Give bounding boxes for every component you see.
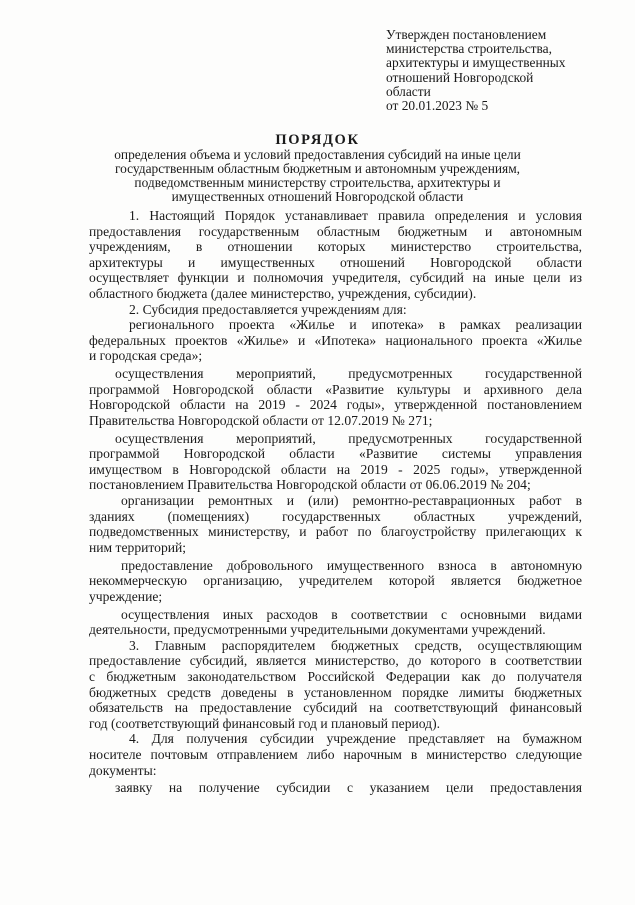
list-item-line: ним территорий; bbox=[89, 539, 187, 555]
document-body bbox=[89, 208, 582, 796]
list-item-line: программой Новгородской области «Развитие культуры и архивного дела bbox=[89, 381, 582, 397]
paragraph-3-line: предоставление субсидий, является министерство, до которого в соответствии bbox=[89, 653, 582, 669]
list-item-line: некоммерческую организацию, учредителем которой является бюджетное bbox=[89, 573, 582, 589]
paragraph-3-line: обязательств на предоставление субсидий на соответствующий финансовый bbox=[89, 700, 582, 716]
approval-line: архитектуры и имущественных bbox=[386, 55, 566, 71]
list-item-line: регионального проекта «Жилье и ипотека» в рамках реализации bbox=[129, 317, 582, 333]
list-item-line: программой Новгородской области «Развитие системы управления bbox=[89, 446, 582, 462]
list-item-line: зданиях (помещениях) государственных областных учреждений, bbox=[89, 508, 582, 524]
list-item-line: организации ремонтных и (или) ремонтно-реставрационных работ в bbox=[121, 493, 582, 509]
paragraph-1-line: областного бюджета (далее министерство, учреждения, субсидии). bbox=[89, 285, 477, 301]
paragraph-1-line: учреждениям, в отношении которых министерство строительства, bbox=[89, 239, 582, 255]
list-item-line: заявку на получение субсидии с указанием цели предоставления bbox=[115, 780, 582, 796]
approval-stamp-block bbox=[386, 28, 586, 113]
approval-line: отношений Новгородской bbox=[386, 69, 534, 85]
list-item-line: деятельности, предусмотренными учредительными документами учреждений. bbox=[89, 622, 546, 638]
approval-line: министерства строительства, bbox=[386, 41, 552, 57]
list-item-line: учреждение; bbox=[89, 588, 163, 604]
paragraph-1-line: 1. Настоящий Порядок устанавливает правила определения и условия bbox=[129, 208, 582, 223]
list-item-line: Правительства Новгородской области от 12.07.2019 № 271; bbox=[89, 412, 433, 428]
approval-line: от 20.01.2023 № 5 bbox=[386, 98, 489, 114]
paragraph-3-line: год (соответствующий финансовый год и плановый период). bbox=[89, 715, 441, 731]
paragraph-3-line: с бюджетным законодательством Российской Федерации как до получателя bbox=[89, 668, 582, 684]
list-item-line: Новгородской области на 2019 - 2024 годы», утвержденной постановлением bbox=[89, 397, 582, 413]
list-item-line: федеральных проектов «Жилье» и «Ипотека» национального проекта «Жилье bbox=[89, 332, 582, 348]
paragraph-3-line: 3. Главным распорядителем бюджетных средств, осуществляющим bbox=[129, 637, 582, 653]
list-item-line: постановлением Правительства Новгородской области от 06.06.2019 № 204; bbox=[89, 477, 531, 493]
subtitle-line: определения объема и условий предоставления субсидий на иные цели bbox=[114, 147, 521, 162]
document-subtitle bbox=[0, 148, 635, 204]
list-item-line: предоставление добровольного имущественного взноса в автономную bbox=[121, 557, 582, 573]
paragraph-4-line: носителе почтовым отправлением либо нарочным в министерство следующие bbox=[89, 746, 582, 762]
document-title: ПОРЯДОК bbox=[275, 132, 360, 148]
paragraph-3-line: бюджетных средств доведены в установленном порядке лимиты бюджетных bbox=[89, 684, 582, 700]
list-item-line: осуществления иных расходов в соответствии с основными видами bbox=[121, 606, 582, 622]
list-item-line: осуществления мероприятий, предусмотренных государственной bbox=[115, 366, 582, 382]
list-item-line: осуществления мероприятий, предусмотренных государственной bbox=[115, 430, 582, 446]
paragraph-2-line: 2. Субсидия предоставляется учреждениям для: bbox=[129, 301, 407, 317]
paragraph-4-line: документы: bbox=[89, 762, 157, 778]
paragraph-4-line: 4. Для получения субсидии учреждение представляет на бумажном bbox=[129, 731, 582, 747]
approval-line: Утвержден постановлением bbox=[386, 27, 547, 42]
list-item-line: имуществом в Новгородской области на 2019 - 2025 годы», утвержденной bbox=[89, 461, 582, 477]
paragraph-1-line: осуществляет функции и полномочия учредителя, субсидий на иные цели из bbox=[89, 270, 582, 286]
subtitle-line: государственным областным бюджетным и автономным учреждениям, bbox=[114, 161, 521, 176]
approval-line: области bbox=[386, 83, 431, 99]
paragraph-1-line: архитектуры и имущественных отношений Новгородской области bbox=[89, 254, 582, 270]
paragraph-1-line: предоставления государственным областным бюджетным и автономным bbox=[89, 223, 582, 239]
subtitle-line: имущественных отношений Новгородской области bbox=[171, 189, 464, 204]
list-item-line: подведомственных министерству, и работ по благоустройству прилегающих к bbox=[89, 524, 582, 540]
list-item-line: и городская среда»; bbox=[89, 348, 203, 364]
subtitle-line: подведомственным министерству строительства, архитектуры и bbox=[134, 175, 501, 190]
